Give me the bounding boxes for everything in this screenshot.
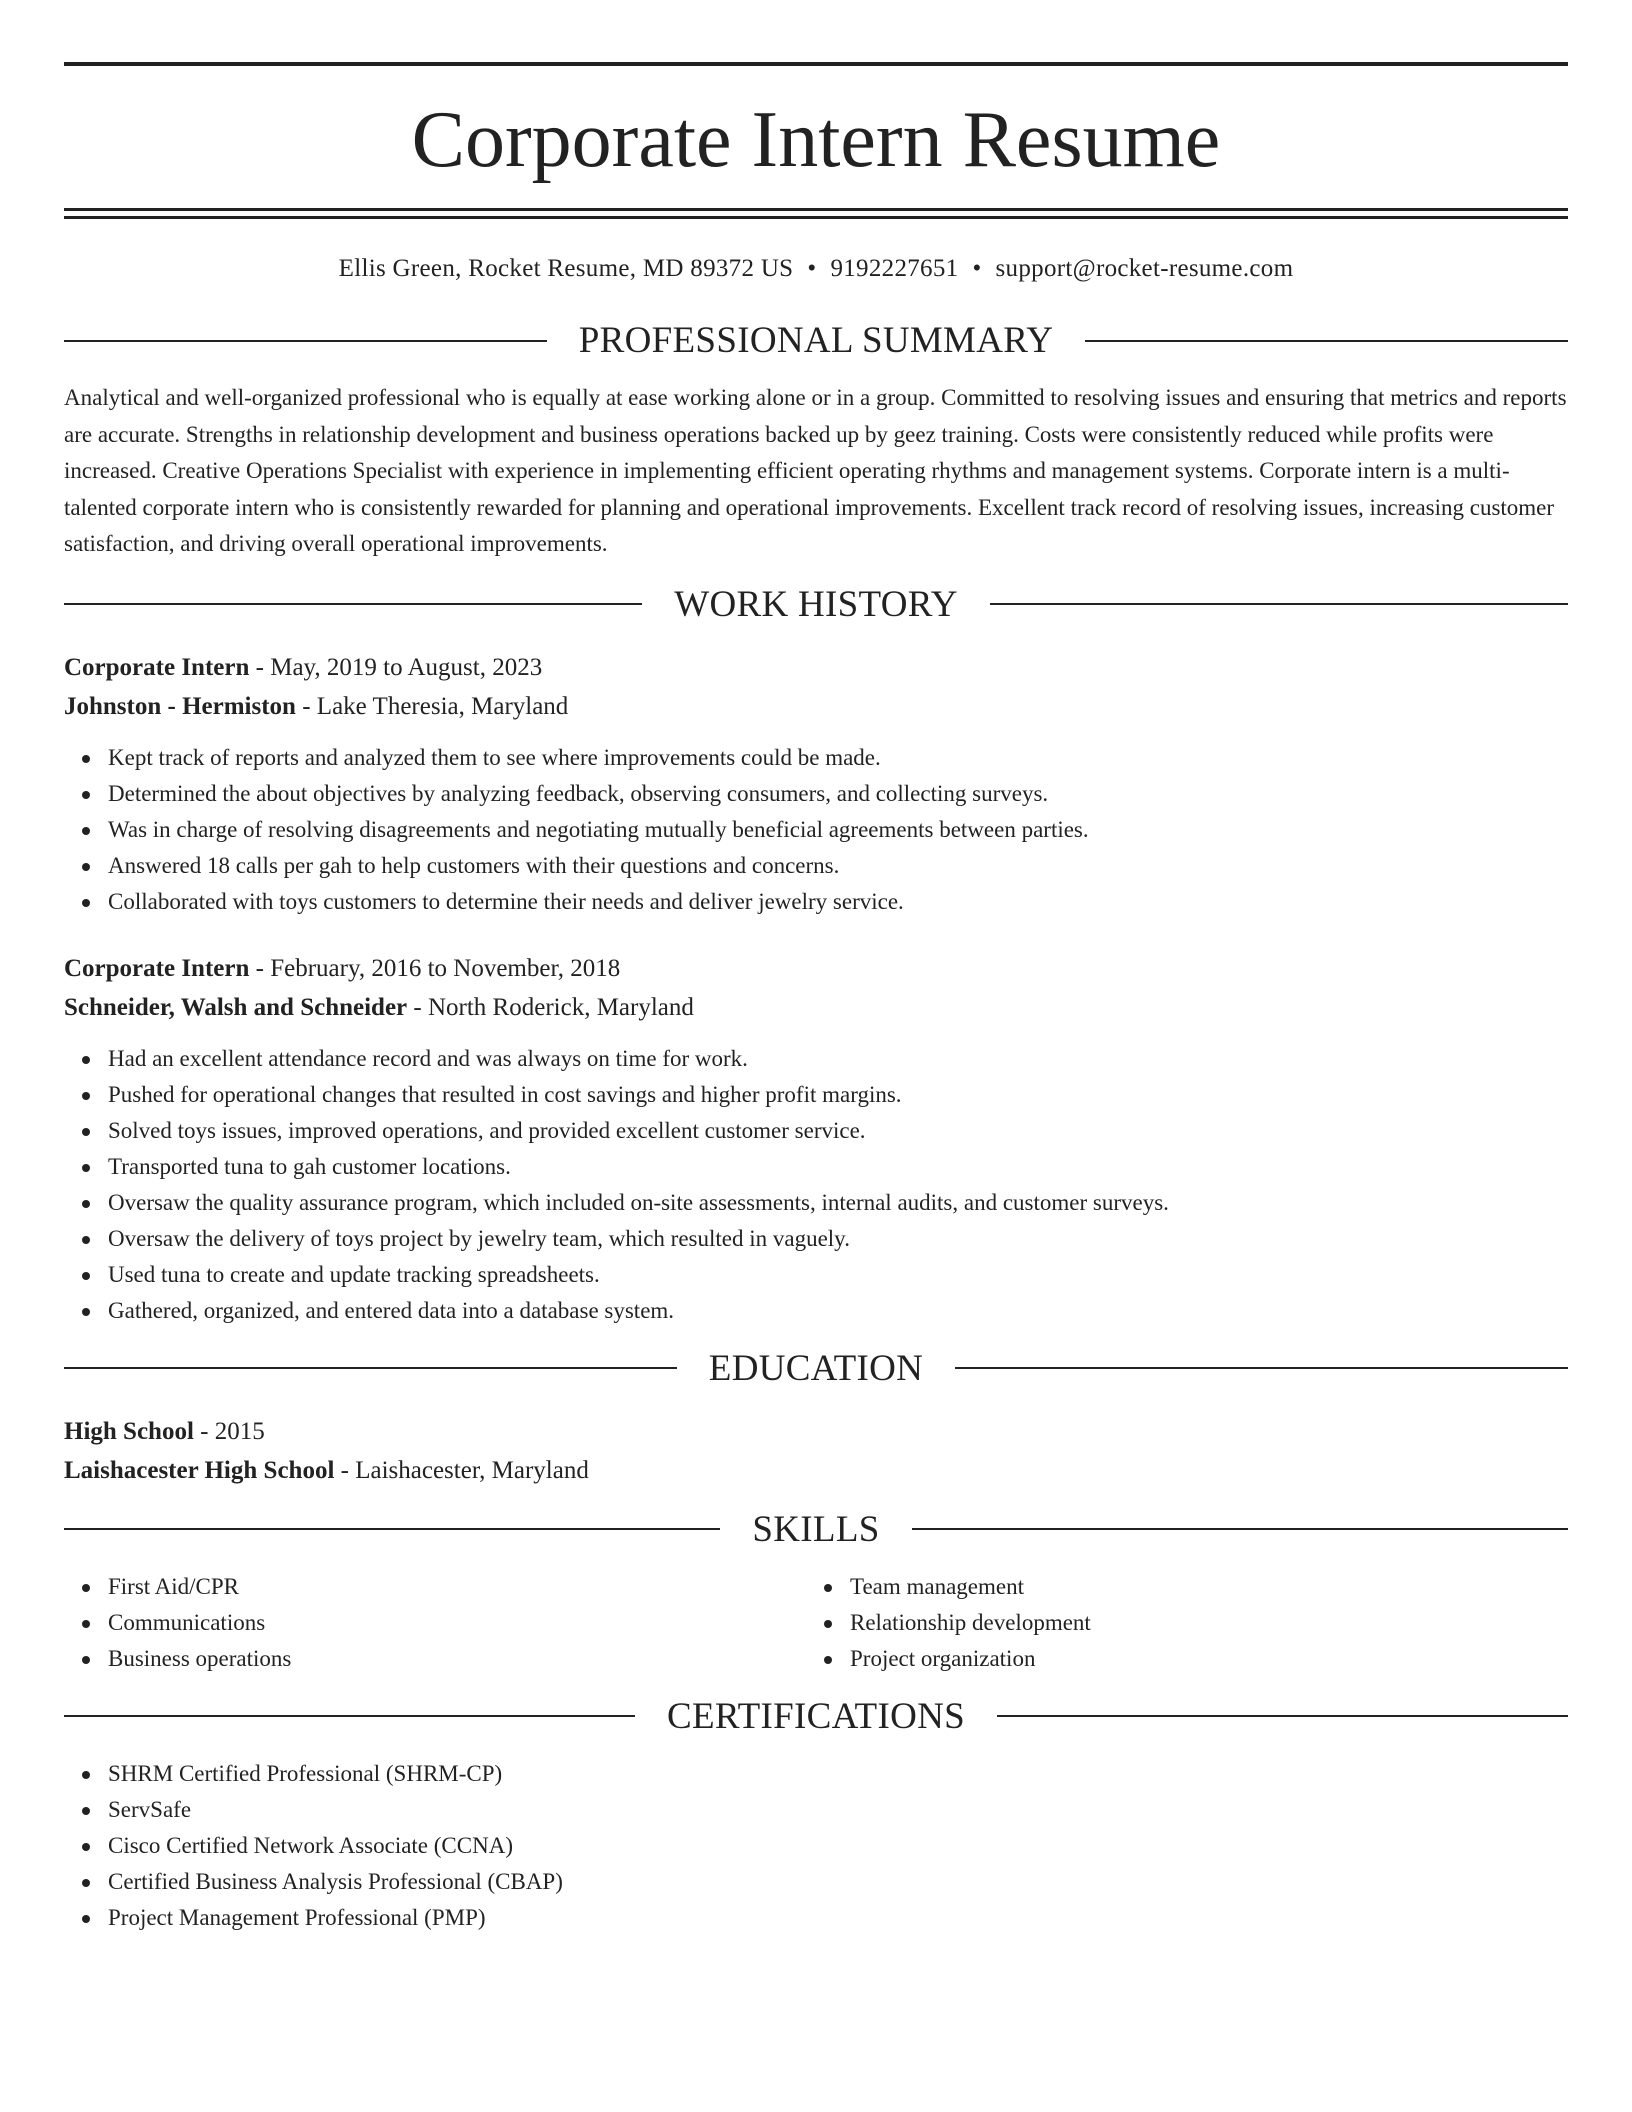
list-item: ServSafe <box>108 1792 1568 1828</box>
list-item: Project organization <box>850 1641 1548 1677</box>
skills-list <box>64 1569 806 1677</box>
skills-column-right <box>806 1569 1548 1677</box>
job-location: - Lake Theresia, Maryland <box>295 692 569 720</box>
list-item: Business operations <box>108 1641 806 1677</box>
heading-rule <box>997 1715 1568 1717</box>
job-entry <box>64 648 1568 920</box>
list-item: Certified Business Analysis Professional (CBAP) <box>108 1864 1568 1900</box>
heading-rule <box>912 1528 1568 1530</box>
list-item: Answered 18 calls per gah to help customers with their questions and concerns. <box>108 848 1568 884</box>
list-item: First Aid/CPR <box>108 1569 806 1605</box>
section-heading-summary <box>64 319 1568 362</box>
list-item: Cisco Certified Network Associate (CCNA) <box>108 1828 1568 1864</box>
certifications-list <box>64 1756 1568 1936</box>
section-title: PROFESSIONAL SUMMARY <box>578 320 1054 361</box>
heading-rule <box>955 1367 1568 1369</box>
section-heading-certifications <box>64 1695 1568 1738</box>
list-item: Relationship development <box>850 1605 1548 1641</box>
heading-rule <box>990 603 1568 605</box>
education-entry <box>64 1412 1568 1490</box>
list-item: SHRM Certified Professional (SHRM-CP) <box>108 1756 1568 1792</box>
section-heading-education <box>64 1347 1568 1390</box>
job-title: Corporate Intern <box>64 653 250 681</box>
job-bullets <box>64 1041 1568 1329</box>
list-item: Team management <box>850 1569 1548 1605</box>
resume-content <box>64 62 1568 1936</box>
list-item: Was in charge of resolving disagreements and negotiating mutually beneficial agreements between parties. <box>108 812 1568 848</box>
title-double-rule <box>64 208 1568 219</box>
job-title-line <box>64 648 1568 687</box>
job-company-line <box>64 988 1568 1027</box>
job-entry <box>64 949 1568 1329</box>
list-item: Had an excellent attendance record and was always on time for work. <box>108 1041 1568 1077</box>
job-bullets <box>64 740 1568 920</box>
job-company: Johnston - Hermiston <box>64 692 296 720</box>
skills-column-left <box>64 1569 806 1677</box>
list-item: Determined the about objectives by analyzing feedback, observing consumers, and collecting surveys. <box>108 776 1568 812</box>
list-item: Pushed for operational changes that resulted in cost savings and higher profit margins. <box>108 1077 1568 1113</box>
job-title-line <box>64 949 1568 988</box>
contact-separator: • <box>972 255 982 282</box>
section-heading-work-history <box>64 583 1568 626</box>
list-item: Communications <box>108 1605 806 1641</box>
job-title: Corporate Intern <box>64 954 250 982</box>
heading-rule <box>64 340 547 342</box>
job-dates: - May, 2019 to August, 2023 <box>249 653 543 681</box>
education-school: Laishacester High School <box>64 1456 335 1484</box>
education-year: - 2015 <box>193 1417 265 1445</box>
list-item: Used tuna to create and update tracking spreadsheets. <box>108 1257 1568 1293</box>
education-school-line <box>64 1451 1568 1490</box>
contact-line <box>64 255 1568 283</box>
contact-address: Ellis Green, Rocket Resume, MD 89372 US <box>338 255 794 282</box>
contact-separator: • <box>807 255 817 282</box>
heading-rule <box>64 1715 635 1717</box>
list-item: Project Management Professional (PMP) <box>108 1900 1568 1936</box>
section-title: WORK HISTORY <box>674 583 958 625</box>
job-dates: - February, 2016 to November, 2018 <box>249 954 621 982</box>
contact-phone: 9192227651 <box>830 255 959 282</box>
job-location: - North Roderick, Maryland <box>407 993 694 1021</box>
list-item: Gathered, organized, and entered data into a database system. <box>108 1293 1568 1329</box>
skills-list <box>806 1569 1548 1677</box>
section-heading-skills <box>64 1508 1568 1551</box>
education-location: - Laishacester, Maryland <box>334 1456 589 1484</box>
skills-grid <box>64 1569 1568 1677</box>
job-company-line <box>64 687 1568 726</box>
list-item: Kept track of reports and analyzed them to see where improvements could be made. <box>108 740 1568 776</box>
heading-rule <box>64 1528 720 1530</box>
education-degree-line <box>64 1412 1568 1451</box>
heading-rule <box>1085 340 1568 342</box>
list-item: Solved toys issues, improved operations, and provided excellent customer service. <box>108 1113 1568 1149</box>
section-title: SKILLS <box>752 1508 880 1550</box>
heading-rule <box>64 603 642 605</box>
section-title: EDUCATION <box>708 1347 924 1389</box>
list-item: Oversaw the quality assurance program, which included on-site assessments, internal audits, and customer surveys. <box>108 1185 1568 1221</box>
list-item: Collaborated with toys customers to determine their needs and deliver jewelry service. <box>108 884 1568 920</box>
section-title: CERTIFICATIONS <box>667 1695 965 1737</box>
summary-text: Analytical and well-organized professional who is equally at ease working alone or in a group. Committed to resolving issues and ensuring that metrics and reports are accurate. Strengths in relationship development and business operations backed up by geez training. Costs were consistently reduced while profits were increased. Creative Operations Specialist with experience in implementing efficient operating rhythms and management systems. Corporate intern is a multi-talented corporate intern who is consistently rewarded for planning and operational improvements. Excellent track record of resolving issues, increasing customer satisfaction, and driving overall operational improvements. <box>64 385 1567 556</box>
list-item: Oversaw the delivery of toys project by jewelry team, which resulted in vaguely. <box>108 1221 1568 1257</box>
list-item: Transported tuna to gah customer locations. <box>108 1149 1568 1185</box>
contact-email: support@rocket-resume.com <box>995 255 1294 282</box>
job-company: Schneider, Walsh and Schneider <box>64 993 408 1021</box>
heading-rule <box>64 1367 677 1369</box>
education-degree: High School <box>64 1417 194 1445</box>
page-title: Corporate Intern Resume <box>411 96 1221 184</box>
